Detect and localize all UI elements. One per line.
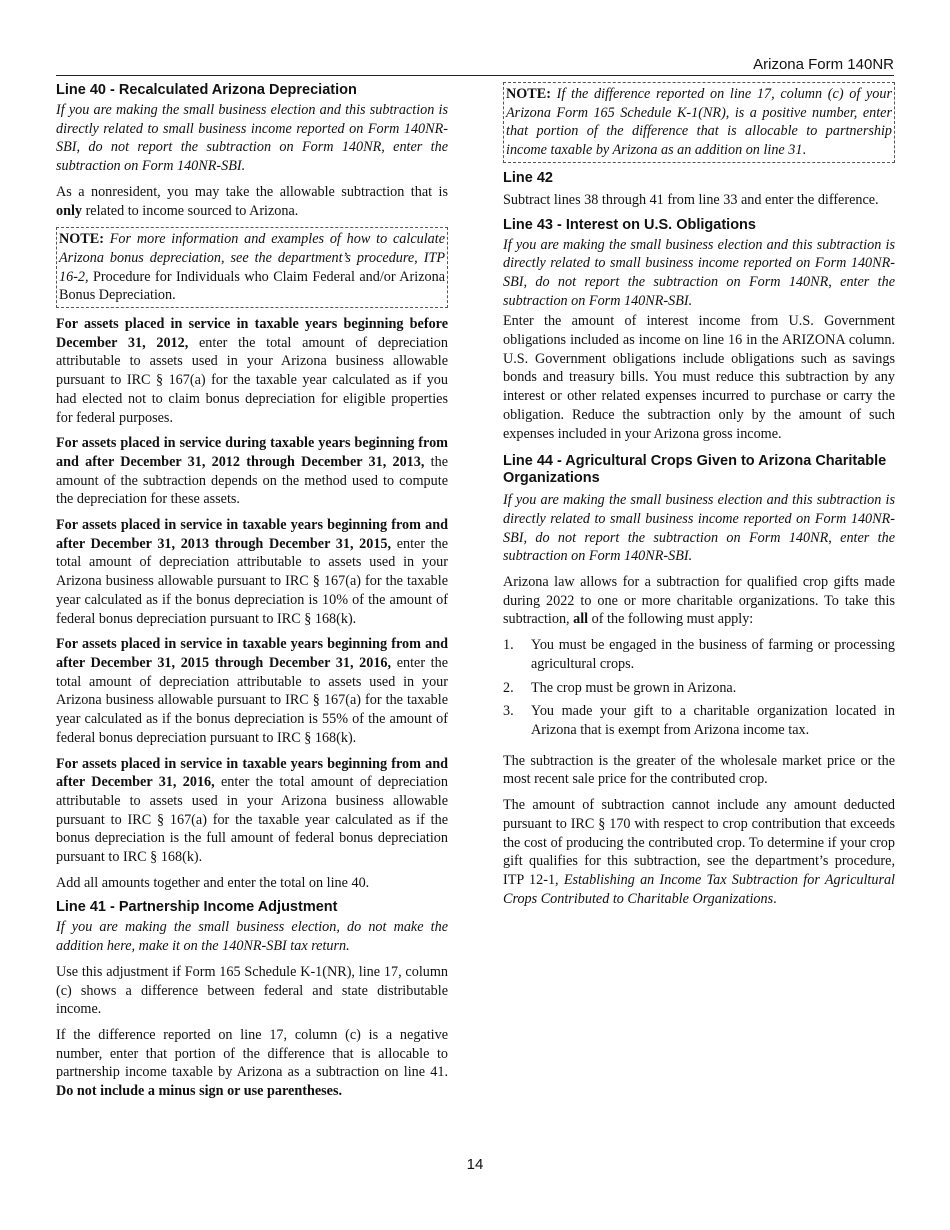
line44-price-text: The subtraction is the greater of the wholesale market price or the most recent sale price for the contributed crop. xyxy=(503,752,895,788)
list-item: 1. You must be engaged in the business of farming or processing agricultural crops. xyxy=(503,637,895,672)
assets-2013-2015: For assets placed in service in taxable years beginning from and after December 31, 2013 through December 31, 2015, enter the total amount of depreciation attributable to assets used in your Arizona business allowable pursuant to IRC § 167(a) for the taxable year calculated as if the bonus depreciation is 10% of the amount of federal bonus depreciation pursuant to IRC § 168(k). xyxy=(56,517,449,627)
line43-heading: Line 43 - Interest on U.S. Obligations xyxy=(503,216,756,233)
assets-2015-2016: For assets placed in service in taxable years beginning from and after December 31, 2015 through December 31, 2016, enter the total amount of depreciation attributable to assets used in your Arizona business allowable pursuant to IRC § 167(a) for the taxable year calculated as if the bonus depreciation is 55% of the amount of federal bonus depreciation pursuant to IRC § 168(k). xyxy=(56,636,449,746)
left-column xyxy=(56,82,459,1108)
line44-heading: Line 44 - Agricultural Crops Given to Arizona Charitable Organizations xyxy=(503,453,887,487)
line44-sbi-text: If you are making the small business election and this subtraction is directly related to small business income reported on Form 140NR-SBI, do not report the subtraction on Form 140NR, enter the subtraction on Form 140NR-SBI. xyxy=(503,492,895,565)
line40-nonresident-text: As a nonresident, you may take the allowable subtraction that is only related to income sourced to Arizona. xyxy=(56,183,448,219)
crop-requirements-list xyxy=(503,636,895,740)
line43-sbi-text: If you are making the small business election and this subtraction is directly related to small business income reported on Form 140NR-SBI, do not report the subtraction on Form 140NR, enter the subtraction on Form 140NR-SBI. xyxy=(503,236,895,309)
line41-negative-text: If the difference reported on line 17, column (c) is a negative number, enter that portion of the difference that is allocable to partnership income taxable by Arizona as a subtraction on line 41. Do not include a minus sign or use parentheses. xyxy=(56,1026,459,1100)
note-positive-difference: NOTE: If the difference reported on line 17, column (c) of your Arizona Form 165 Schedule K-1(NR), is a positive number, enter that portion of the difference that is allocable to partnership income taxable by Arizona as an addition on line 31. xyxy=(503,82,895,163)
line44-intro: Arizona law allows for a subtraction for qualified crop gifts made during 2022 to one or more charitable organizations. To take this subtraction, all of the following must apply: xyxy=(503,574,895,628)
page-number: 14 xyxy=(466,1156,484,1173)
right-column xyxy=(503,82,895,915)
line41-heading: Line 41 - Partnership Income Adjustment xyxy=(56,899,338,916)
assets-2012-2013: For assets placed in service during taxable years beginning from and after December 31, 2012 through December 31, 2013, the amount of the subtraction depends on the method used to compute the depreciation for these assets. xyxy=(56,435,448,508)
form-title: Arizona Form 140NR xyxy=(753,56,894,73)
line43-text: Enter the amount of interest income from U.S. Government obligations included as income on line 16 in the ARIZONA column. U.S. Government obligations include obligations such as savings bonds and treasury bills. You must reduce this subtraction by any interest or other related expenses incurred to purchase or carry the obligation. Reduce the subtraction only by the amount of such expenses included in your Arizona gross income. xyxy=(503,313,895,442)
line40-heading: Line 40 - Recalculated Arizona Depreciation xyxy=(56,82,357,98)
list-item: 3. You made your gift to a charitable organization located in Arizona that is exempt from Arizona income tax. xyxy=(503,703,895,738)
line41-sbi-text: If you are making the small business election, do not make the addition here, make it on the 140NR-SBI tax return. xyxy=(56,919,448,955)
assets-before-2012: For assets placed in service in taxable years beginning before December 31, 2012, enter the total amount of depreciation attributable to assets used in your Arizona business allowable pursuant to IRC § 167(a) for the taxable year calculated as if you had elected not to claim bonus depreciation for eligible properties for federal purposes. xyxy=(56,316,448,426)
line40-total-instruction: Add all amounts together and enter the total on line 40. xyxy=(56,874,370,891)
line40-sbi-text: If you are making the small business election and this subtraction is directly related to small business income reported on Form 140NR-SBI, do not report the subtraction on Form 140NR, enter the subtraction on Form 140NR-SBI. xyxy=(56,102,448,175)
line42-text: Subtract lines 38 through 41 from line 33 and enter the difference. xyxy=(503,191,879,208)
line42-heading: Line 42 xyxy=(503,169,553,186)
line41-usage-text: Use this adjustment if Form 165 Schedule K-1(NR), line 17, column (c) shows a difference between federal and state distributable income. xyxy=(56,963,448,1018)
note-bonus-depreciation: NOTE: For more information and examples of how to calculate Arizona bonus depreciation, see the department’s procedure, ITP 16-2, Procedure for Individuals who Claim Federal and/or Arizona Bonus Depreciation. xyxy=(56,227,448,308)
header-divider xyxy=(56,75,894,76)
line44-limit-text: The amount of subtraction cannot include any amount deducted pursuant to IRC § 170 with respect to crop contribution that exceeds the cost of producing the contributed crop. To determine if your crop gift qualifies for this subtraction, see the department’s procedure, ITP 12-1, Establishing an Income Tax Subtraction for Agricultural Crops Contributed to Charitable Organizations. xyxy=(503,797,896,907)
list-item: 2. The crop must be grown in Arizona. xyxy=(503,679,737,696)
assets-after-2016: For assets placed in service in taxable years beginning from and after December 31, 2016, enter the total amount of depreciation attributable to assets used in your Arizona business allowable pursuant to IRC § 167(a) for the taxable year calculated as if the bonus depreciation is the full amount of federal bonus depreciation pursuant to IRC § 168(k). xyxy=(56,755,448,866)
